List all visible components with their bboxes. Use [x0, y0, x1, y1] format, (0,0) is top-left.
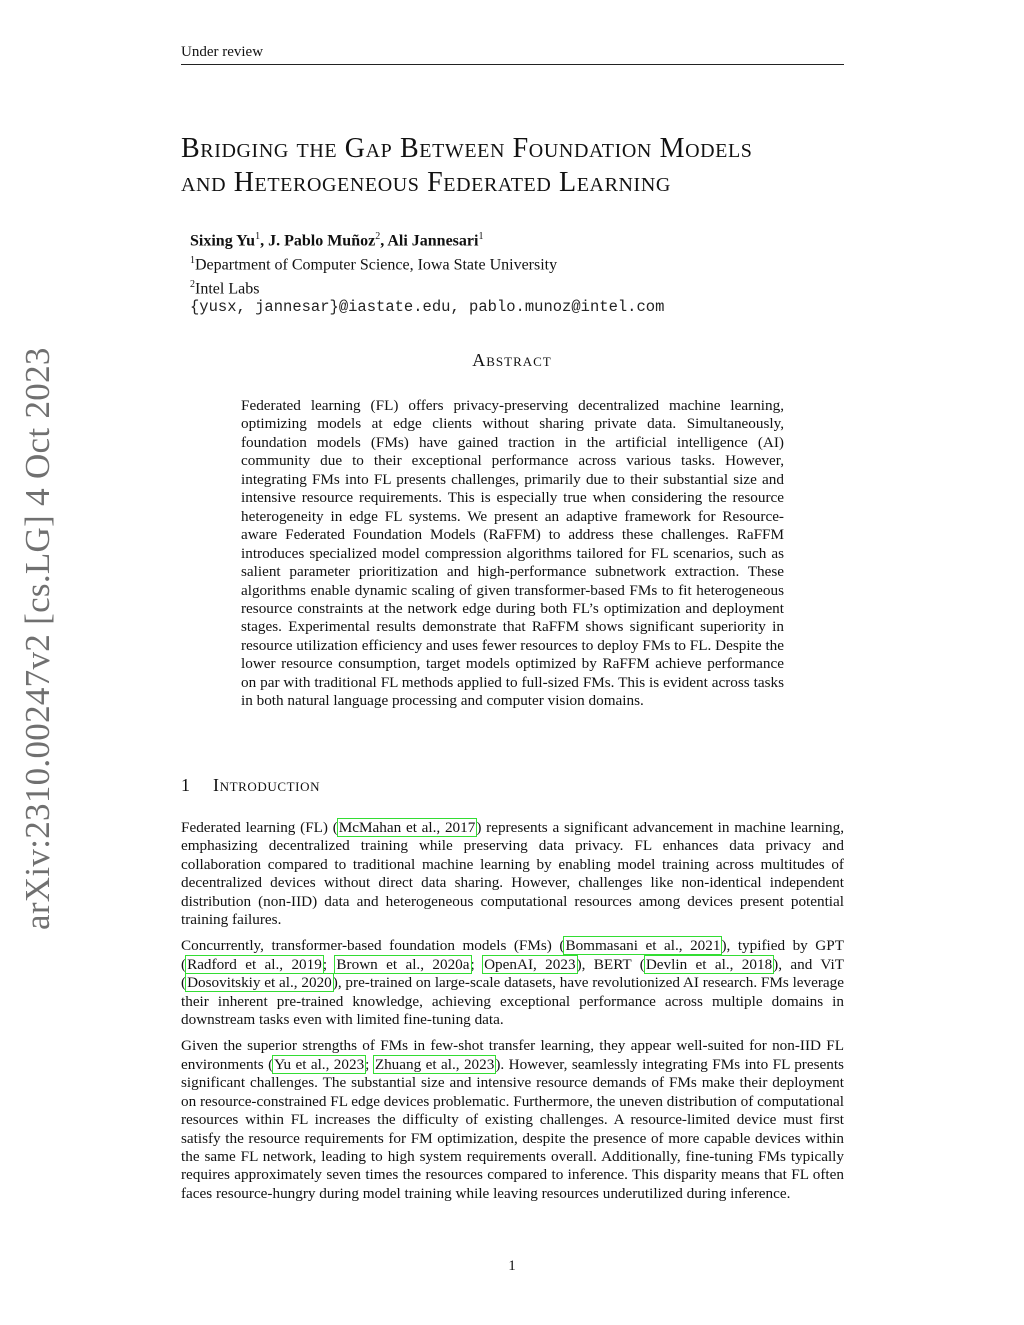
author-affil-mark: 2	[375, 231, 381, 242]
running-header: Under review	[181, 44, 264, 60]
affiliation	[190, 275, 664, 299]
author-affil-mark: 1	[478, 231, 484, 242]
paragraph	[181, 937, 844, 1029]
citation-link[interactable]: Radford et al., 2019	[187, 955, 322, 973]
author-name: Ali Jannesari	[387, 232, 479, 250]
author-name: J. Pablo Muñoz	[268, 232, 376, 250]
paragraph	[181, 819, 844, 929]
section-number: 1	[181, 775, 191, 795]
section-title: Introduction	[213, 775, 321, 795]
text-run: ), pre-trained on large-scale datasets, have revolutionized AI research. FMs leverage their inherent pre-trained knowledge, achieving exceptional performance across multiple domains in downstream tasks even with limited fine-tuning data.	[181, 974, 845, 1029]
author-affil-mark: 1	[255, 231, 261, 242]
author-list: Sixing Yu$^1$, J. Pablo Muñoz$^2$, Ali Jannesari$^1$	[190, 231, 484, 250]
authors-block	[190, 227, 664, 318]
arxiv-stamp[interactable]: arXiv:2310.00247v2 [cs.LG] 4 Oct 2023	[18, 347, 57, 930]
text-run: Concurrently, transformer-based foundation models (FMs) (	[181, 937, 565, 955]
citation-link[interactable]: McMahan et al., 2017	[338, 819, 476, 836]
header-rule	[181, 64, 844, 65]
introduction-body	[181, 819, 844, 1211]
paper-title	[181, 132, 861, 200]
affiliation-mark: 2	[190, 278, 195, 290]
citation-link[interactable]: Dosovitskiy et al., 2020	[187, 974, 332, 992]
affiliation	[190, 251, 664, 275]
text-run: ), BERT (	[576, 955, 645, 973]
affiliation-text: Intel Labs	[195, 279, 260, 297]
citation-link[interactable]: Bommasani et al., 2021	[565, 937, 721, 955]
text-run: Given the superior strengths of FMs in few-shot transfer learning, they appear well-suited for non-IID FL environments (	[181, 1037, 844, 1073]
title-line-1: Bridging the Gap Between Foundation Models	[181, 133, 753, 164]
abstract-text: Federated learning (FL) offers privacy-preserving decentralized machine learning, optimizing models at edge clients without sharing private data. Simultaneously, foundation models (FMs) have gained traction in the artificial intelligence (AI) community due to their exceptional performance across various tasks. However, integrating FMs into FL presents challenges, primarily due to their substantial size and intensive resource requirements. This is especially true when considering the resource heterogeneity in edge FL systems. We present an adaptive framework for Resource-aware Federated Foundation Models (RaFFM) to address these challenges. RaFFM introduces specialized model compression algorithms tailored for FL scenarios, such as salient parameter prioritization and high-performance subnetwork extraction. These algorithms enable dynamic scaling of given transformer-based FMs to fit heterogeneous resource constraints at the network edge during both FL’s optimization and deployment stages. Experimental results demonstrate that RaFFM shows significant superiority in resource utilization efficiency and uses fewer resources to deploy FMs to FL. Despite the lower resource consumption, target models optimized by RaFFM achieve performance on par with traditional FL methods applied to full-sized FMs. This is evident across tasks in both natural language processing and computer vision domains.	[241, 397, 784, 710]
text-run: ;	[470, 955, 484, 973]
section-heading	[181, 775, 320, 796]
text-run: ;	[365, 1055, 374, 1073]
author-emails: {yusx, jannesar}@iastate.edu, pablo.munoz@intel.com	[190, 298, 665, 317]
text-run: Federated learning (FL) (	[181, 819, 338, 836]
citation-link[interactable]: Zhuang et al., 2023	[374, 1055, 495, 1073]
citation-link[interactable]: OpenAI, 2023	[484, 955, 576, 973]
text-run: ), and ViT (	[181, 955, 844, 992]
citation-link[interactable]: Yu et al., 2023	[274, 1055, 365, 1073]
citation-link[interactable]: Brown et al., 2020a	[336, 955, 470, 973]
affiliation-text: Department of Computer Science, Iowa State University	[195, 256, 558, 274]
paragraph	[181, 1037, 844, 1203]
title-line-2: and Heterogeneous Federated Learning	[181, 167, 671, 198]
text-run: ). However, seamlessly integrating FMs into FL presents significant challenges. The substantial size and intensive resource demands of FMs make their deployment on resource-constrained FL edge devices problematic. Furthermore, the uneven distribution of computational resources within FL increases the difficulty of existing challenges. A resource-limited device must first satisfy the resource requirements for FM optimization, despite the presence of more capable devices within the same FL network, leading to high system requirements overall. Additionally, fine-tuning FMs typically requires approximately seven times the resources compared to inference. This disparity means that FL often faces resource-hungry during model training while leaving resources underutilized during inference.	[181, 1055, 844, 1202]
author-name: Sixing Yu	[190, 232, 256, 250]
abstract-heading: Abstract	[472, 350, 552, 370]
affiliation-mark: 1	[190, 254, 195, 266]
citation-link[interactable]: Devlin et al., 2018	[645, 955, 773, 973]
text-run: ) represents a significant advancement in machine learning, emphasizing decentralized training while preserving data privacy. FL enhances data privacy and collaboration compared to traditional machine learning by enabling model training across multitudes of decentralized devices without direct data sharing. However, challenges like non-identical independent distribution (non-IID) data and heterogeneous computational resources among devices present potential training failures.	[181, 819, 844, 929]
text-run: ), typified by GPT (	[181, 937, 844, 973]
page-number: 1	[508, 1258, 516, 1274]
text-run: ;	[322, 955, 336, 973]
